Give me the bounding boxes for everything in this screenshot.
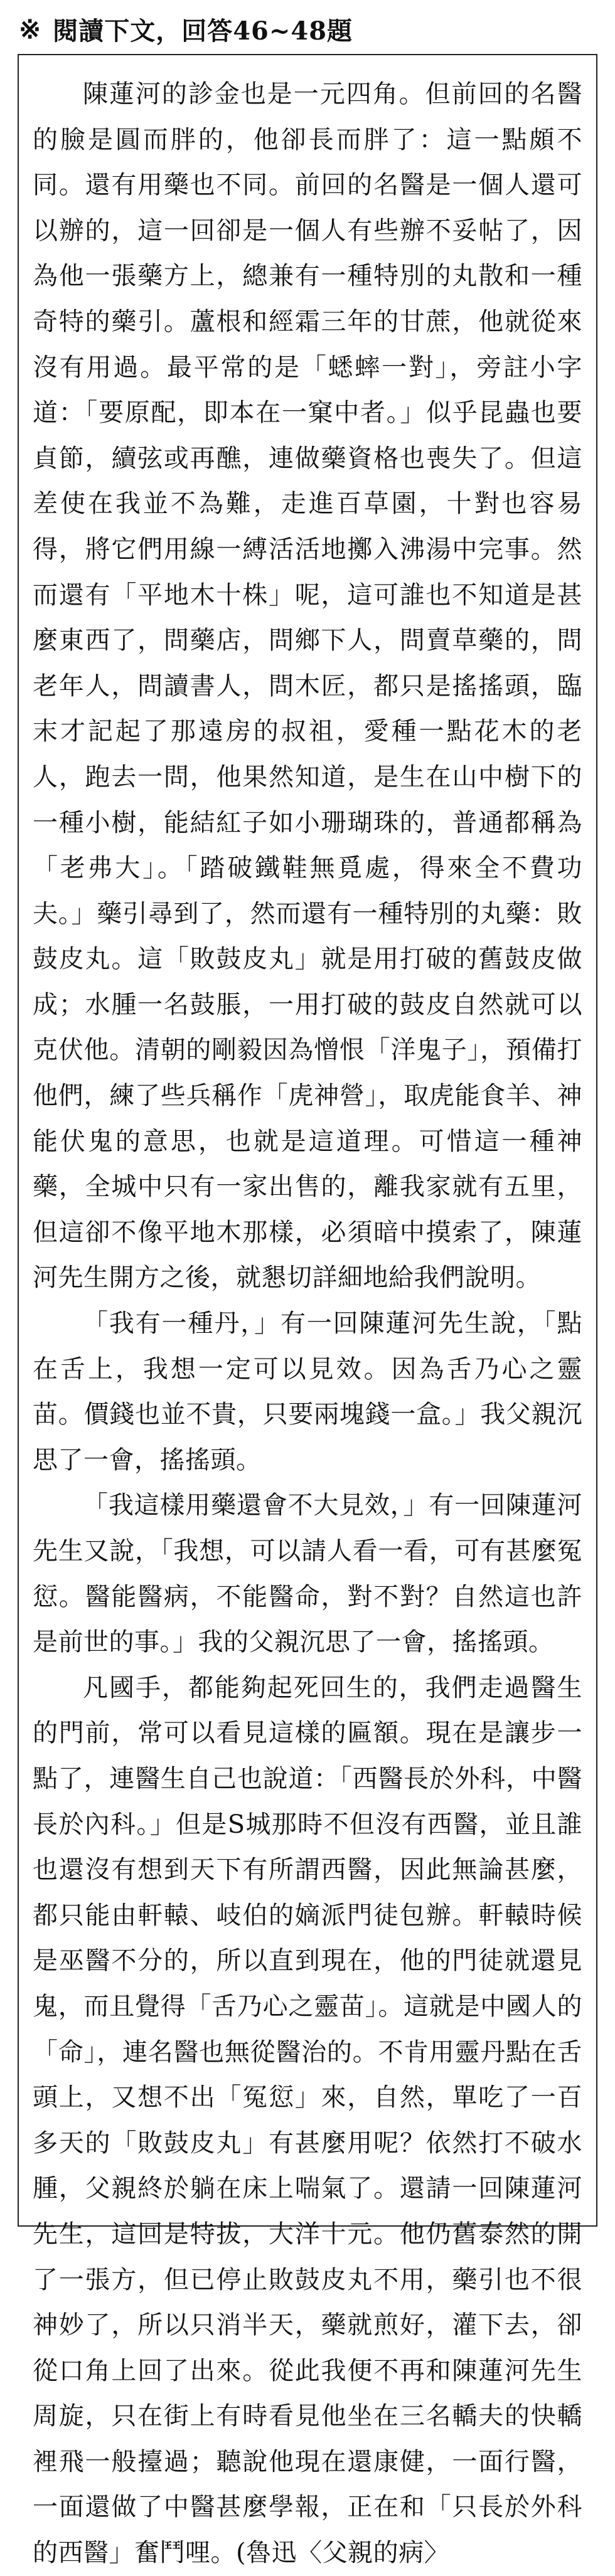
passage-paragraph-2: 「我有一種丹，」有一回陳蓮河先生說，「點在舌上，我想一定可以見效。因為舌乃心之靈苗。價錢也並不貴，只要兩塊錢一盒。」我父親沉思了一會，搖搖頭。	[33, 1309, 582, 1475]
passage-paragraph-4-text: 凡國手，都能夠起死回生的，我們走過醫生的門前，常可以看見這樣的匾額。現在是讓步一點了，連醫生自己也說道：「西醫長於外科，中醫長於內科。」但是S城那時不但沒有西醫，並且誰也還沒有想到天下有所謂西醫，因此無論甚麼，都只能由軒轅、岐伯的嫡派門徒包辦。軒轅時候是巫醫不分的，所以直到現在，他的門徒就還見鬼，而且覺得「舌乃心之靈苗」。這就是中國人的「命」，連名醫也無從醫治的。不肯用靈丹點在舌頭上，又想不出「冤愆」來，自然，單吃了一百多天的「敗鼓皮丸」有甚麼用呢？依然打不破水腫，父親終於躺在床上喘氣了。還請一回陳蓮河先生，這回是特拔，大洋十元。他仍舊泰然的開了一張方，但已停止敗鼓皮丸不用，藥引也不很神妙了，所以只消半天，藥就煎好，灌下去，卻從口角上回了出來。從此我便不再和陳蓮河先生周旋，只在街上有時看見他坐在三名轎夫的快轎裡飛一般擡過；聽說他現在還康健，一面行醫，一面還做了中醫甚麼學報，正在和「只長於外科的西醫」奮鬥哩。	[33, 1673, 582, 2568]
passage-paragraph-1: 陳蓮河的診金也是一元四角。但前回的名醫的臉是圓而胖的，他卻長而胖了：這一點頗不同。還有用藥也不同。前回的名醫是一個人還可以辦的，這一回卻是一個人有些辦不妥帖了，因為他一張藥方上，總兼有一種特別的丸散和一種奇特的藥引。蘆根和經霜三年的甘蔗，他就從來沒有用過。最平常的是「蟋蟀一對」，旁註小字道：「要原配，即本在一窠中者。」似乎昆蟲也要貞節，續弦或再醮，連做藥資格也喪失了。但這差使在我並不為難，走進百草園，十對也容易得，將它們用線一縛活活地擲入沸湯中完事。然而還有「平地木十株」呢，這可誰也不知道是甚麼東西了，問藥店，問鄉下人，問賣草藥的，問老年人，問讀書人，問木匠，都只是搖搖頭，臨末才記起了那遠房的叔祖，愛種一點花木的老人，跑去一問，他果然知道，是生在山中樹下的一種小樹，能結紅子如小珊瑚珠的，普通都稱為「老弗大」。「踏破鐵鞋無覓處，得來全不費功夫。」藥引尋到了，然而還有一種特別的丸藥：敗鼓皮丸。這「敗鼓皮丸」就是用打破的舊鼓皮做成；水腫一名鼓脹，一用打破的鼓皮自然就可以克伏他。清朝的剛毅因為憎恨「洋鬼子」，預備打他們，練了些兵稱作「虎神營」，取虎能食羊、神能伏鬼的意思，也就是這道理。可惜這一種神藥，全城中只有一家出售的，離我家就有五里，但這卻不像平地木那樣，必須暗中摸索了，陳蓮河先生開方之後，就懇切詳細地給我們說明。	[33, 80, 582, 1293]
question-instruction: 閱讀下文，回答46~48題	[53, 16, 353, 46]
passage-paragraph-4	[33, 1665, 582, 2576]
reference-mark: ※	[19, 13, 42, 45]
passage-paragraph-3: 「我這樣用藥還會不大見效，」有一回陳蓮河先生又說，「我想，可以請人看一看，可有甚麼冤愆。醫能醫病，不能醫命，對不對？自然這也許是前世的事。」我的父親沉思了一會，搖搖頭。	[33, 1491, 582, 1657]
question-header	[19, 11, 596, 46]
passage-source: (魯迅〈父親的病〉	[236, 2538, 450, 2568]
passage-box	[18, 54, 597, 2568]
